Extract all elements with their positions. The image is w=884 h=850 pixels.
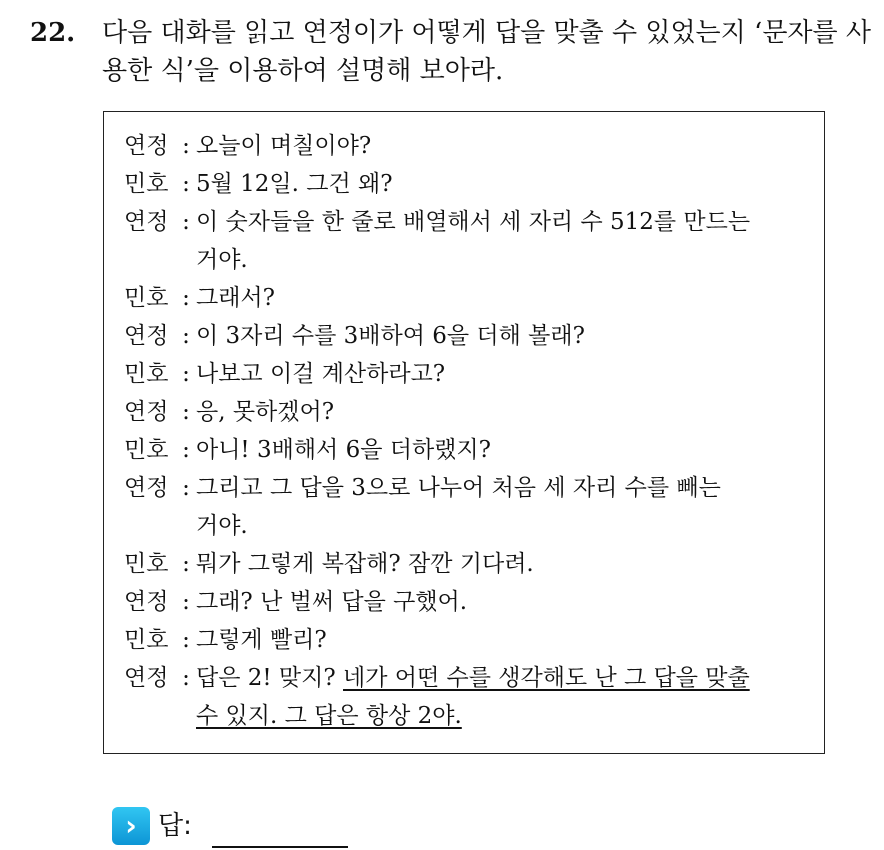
question [30,14,870,90]
speaker: 연정 [124,665,169,691]
speech-underlined-continuation: 수 있지. 그 답은 항상 2야. [196,703,462,729]
answer-label: 답: [158,811,192,841]
speaker: 연정 [124,133,169,159]
dialog-line: 민호 : 5월 12일. 그건 왜? [124,165,814,203]
speaker: 민호 [124,285,169,311]
speech: 그렇게 빨리? [196,627,327,653]
speaker: 연정 [124,589,169,615]
speaker: 연정 [124,323,169,349]
arrow-right-icon: › [112,807,150,845]
speaker: 민호 [124,171,169,197]
dialog-line: 연정 : 응, 못하겠어? [124,393,814,431]
speaker: 연정 [124,209,169,235]
dialog-line: 연정 : 오늘이 며칠이야? [124,127,814,165]
dialog-box [103,111,825,754]
speech: 그리고 그 답을 3으로 나누어 처음 세 자리 수를 빼는 [196,475,721,501]
dialog [124,127,814,735]
speaker: 연정 [124,399,169,425]
speaker: 민호 [124,551,169,577]
dialog-line: 민호 : 그래서? [124,279,814,317]
speech: 그래서? [196,285,275,311]
question-number: 22. [30,18,76,48]
speaker: 연정 [124,475,169,501]
dialog-line: 연정 : 이 3자리 수를 3배하여 6을 더해 볼래? [124,317,814,355]
speech-continuation: 거야. [196,247,248,273]
speech-underlined: 네가 어떤 수를 생각해도 난 그 답을 맞출 [343,665,750,691]
speech: 뭐가 그렇게 복잡해? 잠깐 기다려. [196,551,534,577]
speech: 5월 12일. 그건 왜? [196,171,393,197]
speech: 이 3자리 수를 3배하여 6을 더해 볼래? [196,323,585,349]
speech-continuation: 거야. [196,513,248,539]
dialog-line: 민호 : 나보고 이걸 계산하라고? [124,355,814,393]
speaker: 민호 [124,627,169,653]
dialog-line: 연정 : 그리고 그 답을 3으로 나누어 처음 세 자리 수를 빼는 [124,469,814,507]
dialog-line: 연정 : 그래? 난 벌써 답을 구했어. [124,583,814,621]
dialog-line: 민호 : 뭐가 그렇게 복잡해? 잠깐 기다려. [124,545,814,583]
speech: 응, 못하겠어? [196,399,335,425]
speech-plain: 답은 2! 맞지? [196,665,344,691]
answer-area [110,805,410,847]
speech: 나보고 이걸 계산하라고? [196,361,446,387]
dialog-line: 연정 : 답은 2! 맞지? 네가 어떤 수를 생각해도 난 그 답을 맞출 [124,659,814,697]
speaker: 민호 [124,361,169,387]
speaker: 민호 [124,437,169,463]
dialog-line: 연정 : 이 숫자들을 한 줄로 배열해서 세 자리 수 512를 만드는 [124,203,814,241]
speech: 아니! 3배해서 6을 더하랬지? [196,437,491,463]
speech: 오늘이 며칠이야? [196,133,372,159]
speech: 이 숫자들을 한 줄로 배열해서 세 자리 수 512를 만드는 [196,209,751,235]
question-text: 다음 대화를 읽고 연정이가 어떻게 답을 맞출 수 있었는지 ‘문자를 사용한 식’을 이용하여 설명해 보아라. [102,18,872,86]
speech: 그래? 난 벌써 답을 구했어. [196,589,468,615]
dialog-line: 민호 : 그렇게 빨리? [124,621,814,659]
dialog-line: 민호 : 아니! 3배해서 6을 더하랬지? [124,431,814,469]
speech-continuation [124,697,814,735]
answer-blank[interactable] [212,846,348,848]
speech [196,659,814,697]
